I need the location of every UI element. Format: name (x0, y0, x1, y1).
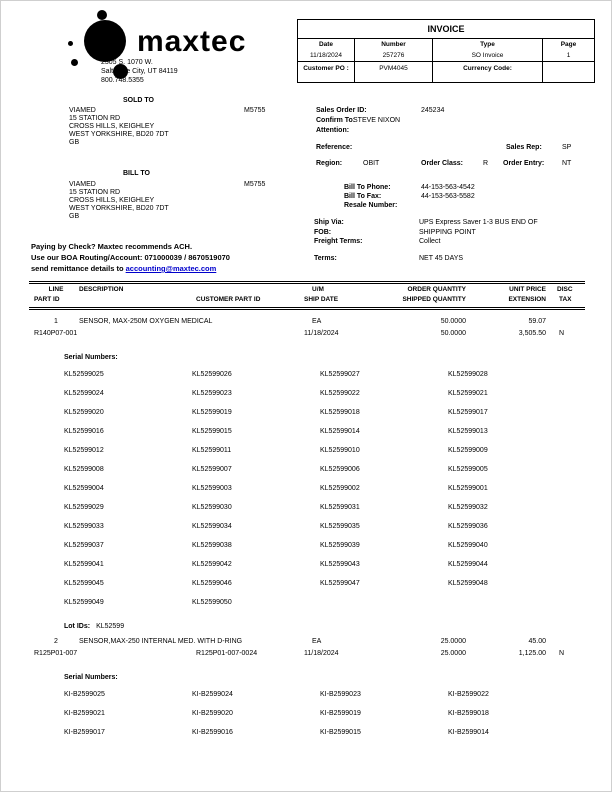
logo-dot-icon (97, 10, 107, 20)
serial-number: KL52599006 (320, 466, 360, 473)
company-address (101, 58, 178, 85)
sales-rep-label: Sales Rep: (506, 144, 542, 151)
serial-number: KL52599024 (64, 390, 104, 397)
serial-number: KL52599002 (320, 485, 360, 492)
invoice-page-number: 1 (542, 50, 594, 61)
line-item (1, 638, 612, 736)
table-header-row1 (1, 286, 612, 294)
serial-number: KL52599007 (192, 466, 232, 473)
customer-po-value: PVM4045 (354, 62, 432, 82)
logo-blob-icon (84, 20, 126, 62)
bill-to-label: BILL TO (123, 170, 150, 177)
sold-to-account: M5755 (244, 107, 266, 114)
sales-order-id-value: 245234 (421, 107, 445, 114)
serial-number: KL52599019 (192, 409, 232, 416)
serial-number: KL52599035 (320, 523, 360, 530)
serial-number: KL52599046 (192, 580, 232, 587)
serial-number: KL52599004 (64, 485, 104, 492)
serial-number: KL52599034 (192, 523, 232, 530)
bill-to-account: M5755 (244, 181, 266, 188)
serial-numbers-grid (64, 371, 612, 606)
serial-number: KL52599033 (64, 523, 104, 530)
fob-value: SHIPPING POINT (419, 229, 476, 236)
serial-number: KL52599049 (64, 599, 104, 606)
ship-via-value: UPS Express Saver 1-3 BUS END OF (419, 219, 538, 226)
serial-numbers-grid (64, 691, 612, 736)
sales-rep-value: SP (562, 144, 572, 151)
terms-label: Terms: (314, 255, 337, 262)
currency-code-value (542, 62, 594, 82)
serial-number: KL52599011 (192, 447, 232, 454)
order-entry-label: Order Entry: (503, 160, 545, 167)
serial-number: KL52599045 (64, 580, 104, 587)
remittance-text: send remittance details to (31, 264, 126, 273)
serial-number: KL52599029 (64, 504, 104, 511)
date-label: Date (318, 41, 334, 48)
item-extension: 3,505.50 (518, 330, 546, 337)
serial-number: KL52599032 (448, 504, 488, 511)
sales-order-id-label: Sales Order ID: (316, 107, 367, 114)
invoice-header-box (297, 19, 595, 83)
confirm-to-value: STEVE NIXON (353, 117, 401, 124)
serial-number: KL52599008 (64, 466, 104, 473)
serial-number: KL52599028 (448, 371, 488, 378)
invoice-date: 11/18/2024 (309, 52, 343, 59)
item-um: EA (312, 638, 322, 645)
table-rule-bottom (29, 307, 585, 310)
item-row-2 (1, 330, 612, 339)
header-shipped-quantity: SHIPPED QUANTITY (402, 296, 466, 303)
type-label: Type (432, 39, 542, 50)
number-label: Number (354, 39, 432, 50)
bill-to-address-line: GB (69, 213, 80, 220)
line-items-table (1, 281, 612, 736)
header-unit-price: UNIT PRICE (509, 286, 546, 293)
sold-to-address-line: GB (69, 139, 80, 146)
sold-to-address-line: CROSS HILLS, KEIGHLEY (69, 123, 155, 130)
serial-number: KL52599042 (192, 561, 232, 568)
serial-number: KL52599027 (320, 371, 360, 378)
item-extension: 1,125.00 (518, 650, 546, 657)
serial-number: KL52599047 (320, 580, 360, 587)
serial-number: KL52599025 (64, 371, 104, 378)
serial-number: KI-B2599014 (448, 729, 489, 736)
serial-number: KI-B2599024 (192, 691, 233, 698)
reference-label: Reference: (316, 144, 353, 151)
company-phone: 800.748.5355 (101, 77, 144, 84)
lot-ids-row (64, 623, 612, 630)
serial-number: KL52599036 (448, 523, 488, 530)
item-line-number: 1 (54, 318, 58, 325)
currency-code-label: Currency Code: (432, 62, 542, 82)
serial-number: KL52599020 (64, 409, 104, 416)
serial-number: KL52599048 (448, 580, 488, 587)
serial-number: KI-B2599020 (192, 710, 233, 717)
item-order-qty: 25.0000 (440, 638, 466, 645)
sold-to-label: SOLD TO (123, 97, 154, 104)
order-entry-value: NT (562, 160, 572, 167)
item-part-id: R140P07-001 (34, 330, 78, 337)
sold-to-address (69, 115, 169, 147)
header-tax: TAX (559, 296, 572, 303)
accounting-email-link[interactable]: accounting@maxtec.com (125, 264, 217, 273)
header-order-quantity: ORDER QUANTITY (407, 286, 466, 293)
bill-to-address-line: CROSS HILLS, KEIGHLEY (69, 197, 155, 204)
serial-number: KI-B2599021 (64, 710, 105, 717)
item-description: SENSOR,MAX-250 INTERNAL MED. WITH D-RING (79, 638, 243, 645)
serial-number: KL52599001 (448, 485, 488, 492)
serial-number: KL52599005 (448, 466, 488, 473)
bill-to-phone-value: 44-153-563-4542 (421, 184, 475, 191)
region-label: Region: (316, 160, 343, 167)
invoice-title: INVOICE (298, 20, 594, 39)
item-tax-flag: N (559, 330, 565, 337)
serial-number: KL52599037 (64, 542, 104, 549)
header-ship-date: SHIP DATE (304, 296, 339, 303)
serial-number: KL52599013 (448, 428, 488, 435)
serial-number: KL52599030 (192, 504, 232, 511)
lot-ids-value: KL52599 (96, 623, 125, 630)
sold-to-address-line: WEST YORKSHIRE, BD20 7DT (69, 131, 169, 138)
item-shipped-qty: 25.0000 (440, 650, 466, 657)
item-customer-part-id: R125P01-007-0024 (196, 650, 258, 657)
serial-number: KL52599016 (64, 428, 104, 435)
invoice-header-values (298, 50, 594, 62)
serial-number: KL52599018 (320, 409, 360, 416)
invoice-type: SO Invoice (432, 50, 542, 61)
order-class-value: R (483, 160, 489, 167)
customer-po-label: Customer PO : (303, 65, 349, 72)
header-extension: EXTENSION (508, 296, 546, 303)
serial-number: KL52599026 (192, 371, 232, 378)
item-line-number: 2 (54, 638, 58, 645)
lot-ids-label: Lot IDs: (64, 623, 91, 630)
item-shipped-qty: 50.0000 (440, 330, 466, 337)
serial-number: KL52599017 (448, 409, 488, 416)
item-unit-price: 45.00 (528, 638, 546, 645)
serial-number: KL52599038 (192, 542, 232, 549)
serial-number: KI-B2599016 (192, 729, 233, 736)
serial-number: KL52599041 (64, 561, 104, 568)
item-tax-flag: N (559, 650, 565, 657)
serial-number: KL52599043 (320, 561, 360, 568)
serial-numbers-label: Serial Numbers: (64, 674, 118, 681)
serial-number: KI-B2599018 (448, 710, 489, 717)
company-address-line1: 2305 S. 1070 W. (101, 59, 153, 66)
serial-number: KL52599009 (448, 447, 488, 454)
serial-numbers-label: Serial Numbers: (64, 354, 118, 361)
item-unit-price: 59.07 (528, 318, 546, 325)
header-um: U/M (312, 286, 324, 293)
item-um: EA (312, 318, 322, 325)
resale-number-label: Resale Number: (344, 202, 398, 209)
header-disc: DISC (557, 286, 573, 293)
table-header-row2 (1, 296, 612, 304)
bill-to-fax-label: Bill To Fax: (344, 193, 382, 200)
header-description: DESCRIPTION (79, 286, 124, 293)
item-ship-date: 11/18/2024 (304, 330, 339, 337)
serial-number: KL52599021 (448, 390, 488, 397)
invoice-header-labels (298, 39, 594, 50)
serial-number: KL52599031 (320, 504, 360, 511)
bill-to-address-line: 15 STATION RD (69, 189, 121, 196)
page-label: Page (542, 39, 594, 50)
serial-number: KI-B2599025 (64, 691, 105, 698)
header-customer-part-id: CUSTOMER PART ID (196, 296, 261, 303)
bill-to-phone-label: Bill To Phone: (344, 184, 391, 191)
bill-to-name: VIAMED (69, 181, 96, 188)
serial-number: KL52599039 (320, 542, 360, 549)
serial-number: KL52599044 (448, 561, 488, 568)
region-value: OBIT (363, 160, 380, 167)
fob-label: FOB: (314, 229, 332, 236)
company-name: maxtec (137, 25, 247, 58)
item-row-1 (1, 638, 612, 647)
item-order-qty: 50.0000 (440, 318, 466, 325)
serial-number: KI-B2599017 (64, 729, 105, 736)
confirm-to-label: Confirm To: (316, 117, 356, 124)
serial-number: KI-B2599022 (448, 691, 489, 698)
bill-to-address-line: WEST YORKSHIRE, BD20 7DT (69, 205, 169, 212)
item-row-2 (1, 650, 612, 659)
customer-po-row (298, 62, 594, 82)
item-row-1 (1, 318, 612, 327)
sold-to-address-line: 15 STATION RD (69, 115, 121, 122)
freight-terms-value: Collect (419, 238, 441, 245)
serial-number: KL52599015 (192, 428, 232, 435)
header-part-id: PART ID (34, 296, 60, 303)
serial-number: KL52599012 (64, 447, 104, 454)
order-class-label: Order Class: (421, 160, 464, 167)
serial-number: KL52599022 (320, 390, 360, 397)
payment-note-line3 (31, 265, 216, 273)
sold-to-name: VIAMED (69, 107, 96, 114)
invoice-number: 257276 (354, 50, 432, 61)
item-part-id: R125P01-007 (34, 650, 78, 657)
bill-to-address (69, 189, 169, 221)
item-description: SENSOR, MAX-250M OXYGEN MEDICAL (79, 318, 213, 325)
attention-label: Attention: (316, 127, 350, 134)
serial-number: KL52599050 (192, 599, 232, 606)
company-address-line2: Salt Lake City, UT 84119 (101, 68, 178, 75)
serial-number: KL52599010 (320, 447, 360, 454)
serial-number: KL52599014 (320, 428, 360, 435)
serial-number: KL52599003 (192, 485, 232, 492)
table-rule-top (29, 281, 585, 284)
logo-dot-icon (68, 41, 73, 46)
terms-value: NET 45 DAYS (419, 255, 464, 262)
line-items-body (1, 318, 612, 736)
payment-note-line1: Paying by Check? Maxtec recommends ACH. (31, 242, 193, 251)
bill-to-fax-value: 44-153-563-5582 (421, 193, 475, 200)
payment-note-line2: Use our BOA Routing/Account: 071000039 / 8670519070 (31, 253, 230, 262)
header-line: LINE (48, 286, 64, 293)
ship-via-label: Ship Via: (314, 219, 344, 226)
serial-number: KI-B2599023 (320, 691, 361, 698)
serial-number: KI-B2599015 (320, 729, 361, 736)
item-ship-date: 11/18/2024 (304, 650, 339, 657)
freight-terms-label: Freight Terms: (314, 238, 363, 245)
serial-number: KL52599023 (192, 390, 232, 397)
logo-dot-icon (71, 59, 78, 66)
serial-number: KL52599040 (448, 542, 488, 549)
serial-number: KI-B2599019 (320, 710, 361, 717)
line-item (1, 318, 612, 630)
